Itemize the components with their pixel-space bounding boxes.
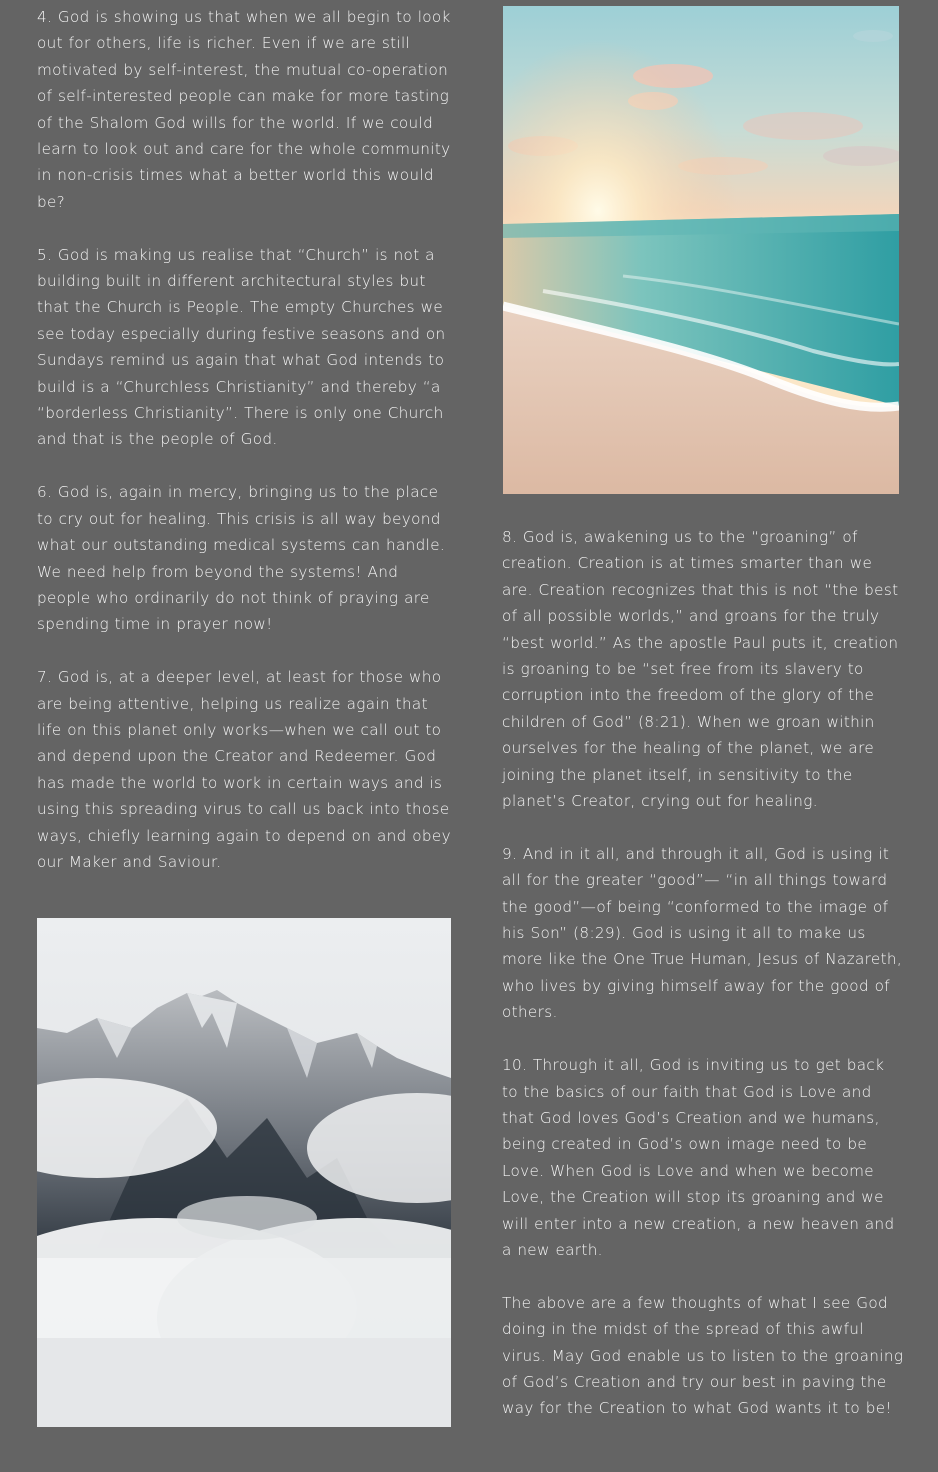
paragraph-6: 6. God is, again in mercy, bringing us to the place to cry out for healing. This crisis is all way beyond what our outstanding medical systems can handle. We need help from beyond the systems! And people who ordinarily do not think of praying are spending time in prayer now!: [37, 483, 446, 634]
beach-sunset-photo: [503, 6, 899, 494]
paragraph-7: 7. God is, at a deeper level, at least for those who are being attentive, helping us realize again that life on this planet only works—when we call out to and depend upon the Creator and Redeemer. God has made the world to work in certain ways and is using this spreading virus to call us back into those ways, chiefly learning again to depend on and obey our Maker and Saviour.: [37, 668, 451, 871]
closing-paragraph: The above are a few thoughts of what I see God doing in the midst of the spread of this awful virus. May God enable us to listen to the groaning of God’s Creation and try our best in paving the way for the Creation to what God wants it to be!: [502, 1293, 904, 1418]
paragraph-8: 8. God is, awakening us to the “groaning” of creation. Creation is at times smarter than we are. Creation recognizes that this is not “the best of all possible worlds,” and groans for the truly “best world.” As the apostle Paul puts it, creation is groaning to be “set free from its slavery to corruption into the freedom of the glory of the children of God” (8:21). When we groan within ourselves for the healing of the planet, we are joining the planet itself, in sensitivity to the planet’s Creator, crying out for healing.: [502, 528, 899, 811]
right-text-column: [502, 524, 904, 1448]
paragraph-5: 5. God is making us realise that “Church” is not a building built in different architectural styles but that the Church is People. The empty Churches we see today especially during festive seasons and on Sundays remind us again that what God intends to build is a “Churchless Christianity” and thereby “a “borderless Christianity”. There is only one Church and that is the people of God.: [37, 245, 446, 449]
paragraph-9: 9. And in it all, and through it all, God is using it all for the greater “good”— “in all things toward the good”—of being “conformed to the image of his Son” (8:29). God is using it all to make us more like the One True Human, Jesus of Nazareth, who lives by giving himself away for the good of others.: [502, 844, 903, 1022]
left-text-column: [37, 4, 453, 902]
paragraph-10: 10. Through it all, God is inviting us to get back to the basics of our faith that God is Love and that God loves God’s Creation and we humans, being created in God’s own image need to be Love. When God is Love and when we become Love, the Creation will stop its groaning and we will enter into a new creation, a new heaven and a new earth.: [502, 1056, 895, 1259]
paragraph-4: 4. God is showing us that when we all begin to look out for others, life is richer. Even if we are still motivated by self-interest, the mutual co-operation of self-interested people can make for more tasting of the Shalom God wills for the world. If we could learn to look out and care for the whole community in non-crisis times what a better world this would be?: [37, 8, 451, 211]
misty-mountain-photo: [37, 918, 451, 1427]
